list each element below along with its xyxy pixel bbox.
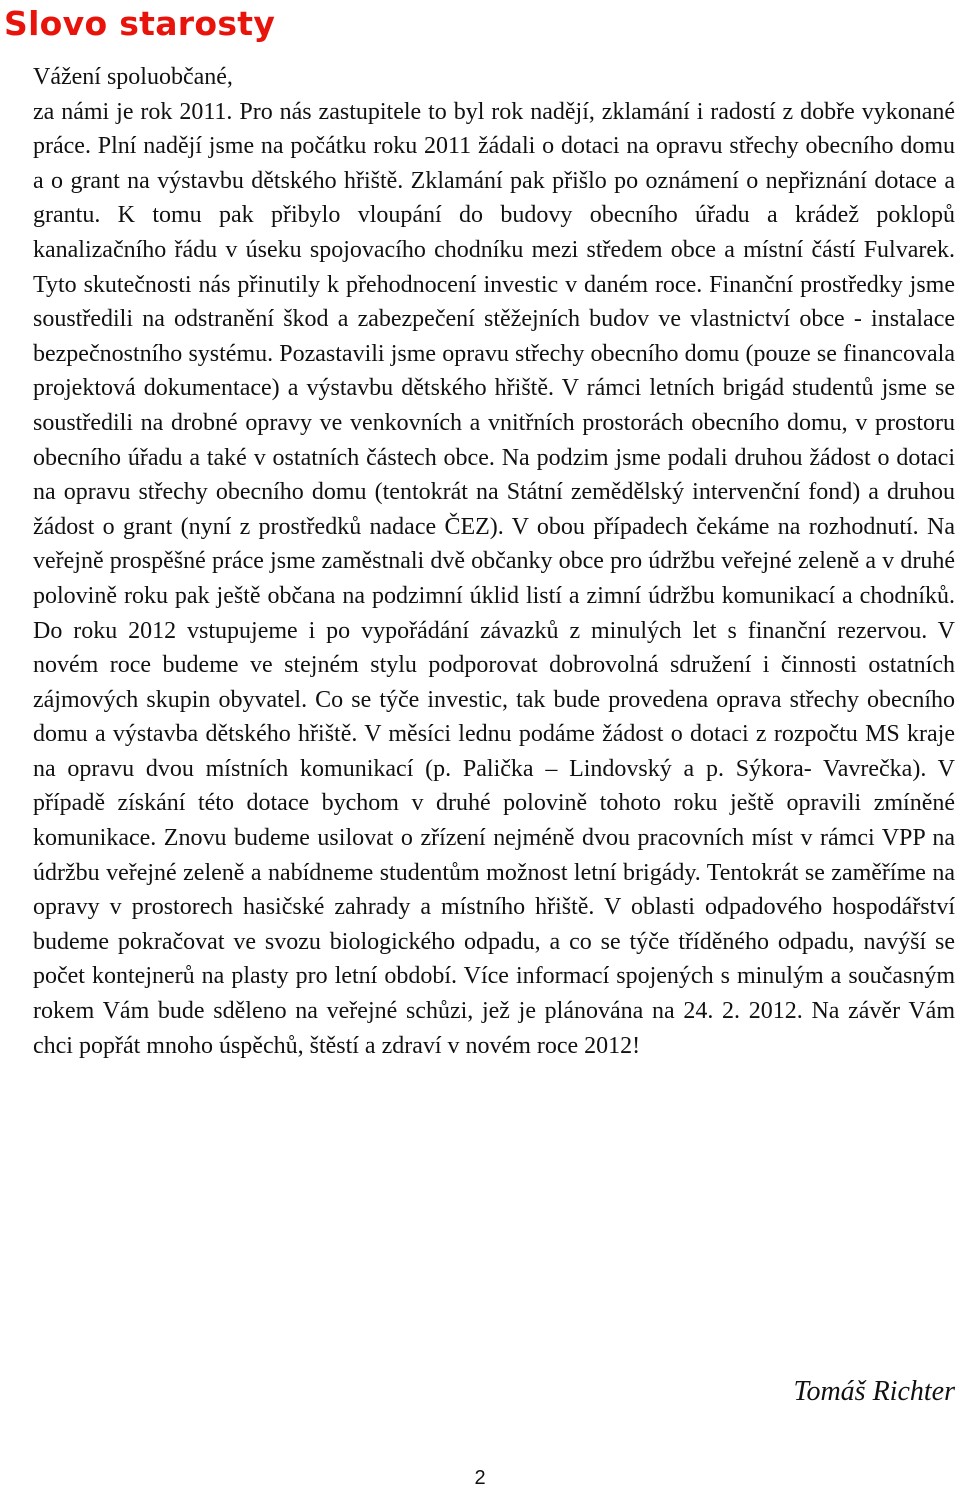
page-number: 2 [474,1467,486,1489]
body-paragraph: za námi je rok 2011. Pro nás zastupitele to byl rok nadějí, zklamání i radostí z dobře vykonané práce. Plní nadějí jsme na počátku roku 2011 žádali o dotaci na opravu střechy obecního domu a o grant na výstavbu dětského hřiště. Zklamání pak přišlo po oznámení o nepřiznání dotace a grantu. K tomu pak přibylo vloupání do budovy obecního úřadu a krádež poklopů kanalizačního řádu v úseku spojovacího chodníku mezi středem obce a místní částí Fulvarek. Tyto skutečnosti nás přinutily k přehodnocení investic v daném roce. Finanční prostředky jsme soustředili na odstranění škod a zabezpečení stěžejních budov ve vlastnictví obce - instalace bezpečnostního systému. Pozastavili jsme opravu střechy obecního domu (pouze se financovala projektová dokumentace) a výstavbu dětského hřiště. V rámci letních brigád studentů jsme se soustředili na drobné opravy ve venkovních a vnitřních prostorách obecního domu, v prostoru obecního úřadu a také v ostatních částech obce. Na podzim jsme podali druhou žádost o dotaci na opravu střechy obecního domu (tentokrát na Státní zemědělský intervenční fond) a druhou žádost o grant (nyní z prostředků nadace ČEZ). V obou případech čekáme na rozhodnutí. Na veřejně prospěšné práce jsme zaměstnali dvě občanky obce pro údržbu veřejné zeleně a v druhé polovině roku pak ještě občana na podzimní úklid listí a zimní údržbu komunikací a chodníků. Do roku 2012 vstupujeme i po vypořádání závazků z minulých let s finanční rezervou. V novém roce budeme ve stejném stylu podporovat dobrovolná sdružení i činnosti ostatních zájmových skupin obyvatel. Co se týče investic, tak bude provedena oprava střechy obecního domu a výstavba dětského hřiště. V měsíci lednu podáme žádost o dotaci z rozpočtu MS kraje na opravu dvou místních komunikací (p. Palička – Lindovský a p. Sýkora- Vavrečka). V případě získání této dotace bychom v druhé polovině tohoto roku ještě opravili zmíněné komunikace. Znovu budeme usilovat o zřízení nejméně dvou pracovních míst v rámci VPP na údržbu veřejné zeleně a nabídneme studentům možnost letní brigády. Tentokrát se zaměříme na opravy v prostorech hasičské zahrady a místního hřiště. V oblasti odpadového hospodářství budeme pokračovat ve svozu biologického odpadu, a co se týče tříděného odpadu, navýší se počet kontejnerů na plasty pro letní období. Více informací spojených s minulým a současným rokem Vám bude sděleno na veřejné schůzi, jež je plánována na 24. 2. 2012. Na závěr Vám chci popřát mnoho úspěchů, štěstí a zdraví v novém roce 2012! [33,98,955,1059]
page-title: Slovo starosty [4,4,276,43]
greeting: Vážení spoluobčané, [33,64,233,90]
signature: Tomáš Richter [793,1376,955,1407]
